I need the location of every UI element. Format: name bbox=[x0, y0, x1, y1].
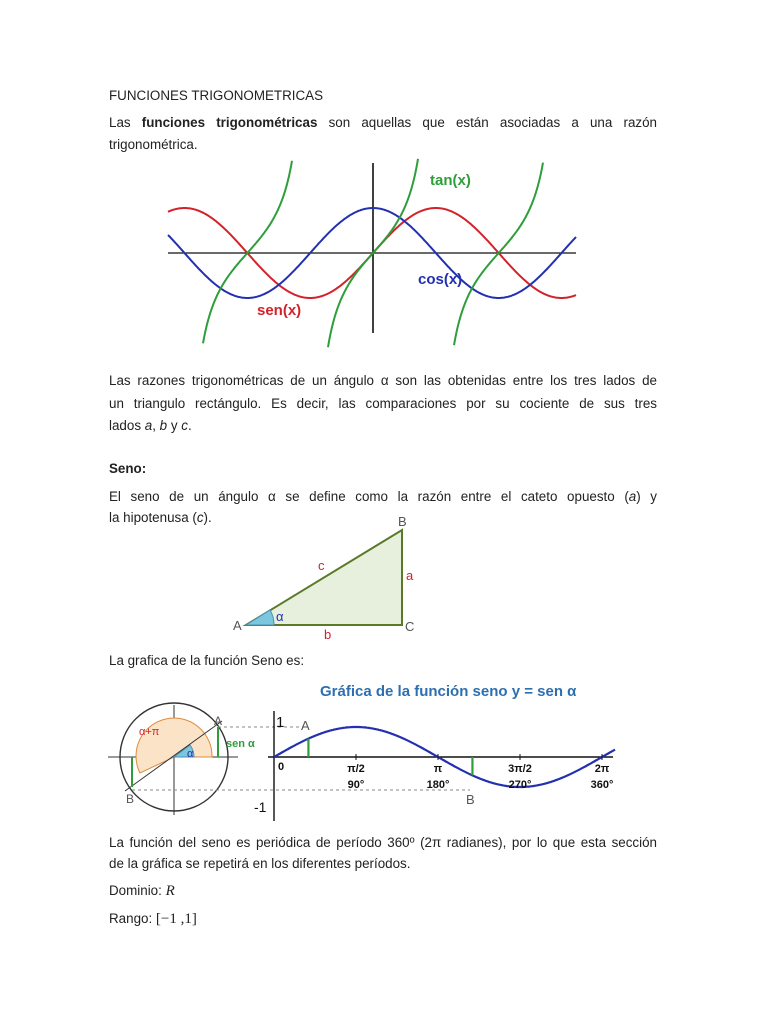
seno-line-2 bbox=[109, 507, 212, 529]
seno-line-1 bbox=[109, 486, 657, 508]
rango bbox=[109, 908, 197, 930]
sen-alpha-label: sen α bbox=[226, 738, 255, 750]
side-a: a bbox=[144, 418, 153, 433]
sine-point-B: B bbox=[466, 792, 475, 807]
angle-alpha-marker bbox=[246, 610, 274, 625]
alpha-plus-pi-label: α+π bbox=[139, 726, 160, 738]
trig-functions-graph bbox=[168, 163, 576, 335]
x-tick-deg-label: 90° bbox=[347, 779, 365, 791]
razones-line-2: un triangulo rectángulo. Es decir, las comparaciones por su cociente de sus tres bbox=[109, 396, 657, 411]
vertex-C: C bbox=[405, 619, 415, 634]
conj-y: y bbox=[170, 418, 178, 433]
side-label-b: b bbox=[324, 627, 332, 642]
intro-bold: funciones trigonométricas bbox=[141, 115, 318, 130]
vertex-B: B bbox=[398, 514, 407, 529]
x-tick-deg-label: 360° bbox=[590, 779, 614, 791]
circle-point-B: B bbox=[126, 792, 135, 806]
seno-hip-c: c bbox=[196, 510, 204, 525]
razones-line-1: Las razones trigonométricas de un ángulo α son las obtenidas entre los tres lados de bbox=[109, 373, 657, 388]
cos-label: cos(x) bbox=[418, 271, 463, 288]
intro-pre: Las bbox=[109, 115, 131, 130]
sen-label: sen(x) bbox=[257, 302, 302, 319]
seno-def-post: ) y bbox=[636, 489, 658, 504]
side-c: c bbox=[181, 418, 188, 433]
intro-line-2: trigonométrica. bbox=[109, 137, 198, 152]
periodica-line-1: La función del seno es periódica de período 360º (2π radianes), por lo que esta sección bbox=[109, 835, 657, 850]
x-tick-0: 0 bbox=[278, 761, 285, 773]
dominio-value: R bbox=[165, 883, 175, 899]
seno-hip-pre: la hipotenusa ( bbox=[109, 510, 197, 525]
sine-graph-title: Gráfica de la función seno y = sen α bbox=[320, 683, 577, 700]
x-tick-rad-label: 3π/2 bbox=[508, 763, 532, 775]
circle-alpha-label: α bbox=[187, 748, 194, 760]
intro-line-1 bbox=[109, 112, 657, 134]
tan-branch bbox=[454, 163, 543, 346]
razones-lados: lados bbox=[109, 418, 142, 433]
y-tick-minus-1: -1 bbox=[254, 799, 267, 815]
grafica-intro: La grafica de la función Seno es: bbox=[109, 653, 305, 668]
period: . bbox=[188, 418, 192, 433]
right-triangle-diagram bbox=[228, 514, 428, 642]
sine-graph bbox=[108, 705, 618, 830]
x-tick-rad-label: π bbox=[433, 763, 443, 775]
periodica-line-2: de la gráfica se repetirá en los diferentes períodos. bbox=[109, 856, 411, 871]
tan-label: tan(x) bbox=[430, 172, 471, 189]
x-tick-rad-label: π/2 bbox=[347, 763, 365, 775]
intro-post: son aquellas que están asociadas a una razón bbox=[328, 115, 657, 130]
razones-line-3 bbox=[109, 415, 192, 437]
rango-label: Rango: bbox=[109, 911, 153, 926]
vertex-A: A bbox=[233, 618, 242, 633]
sine-point-A: A bbox=[301, 718, 310, 733]
x-tick-rad-label: 2π bbox=[594, 763, 610, 775]
side-label-c: c bbox=[318, 558, 325, 573]
x-tick-deg-label: 270° bbox=[508, 779, 532, 791]
seno-def-a: a bbox=[628, 489, 637, 504]
seno-heading: Seno: bbox=[109, 461, 147, 476]
comma: , bbox=[152, 418, 156, 433]
dominio bbox=[109, 880, 175, 902]
y-tick-1: 1 bbox=[276, 714, 285, 731]
page-title: FUNCIONES TRIGONOMETRICAS bbox=[109, 88, 324, 103]
side-b: b bbox=[159, 418, 168, 433]
side-label-a: a bbox=[406, 568, 414, 583]
unit-circle bbox=[108, 703, 255, 815]
circle-point-A: A bbox=[214, 714, 223, 728]
x-tick-deg-label: 180° bbox=[426, 779, 450, 791]
rango-value: [−1 ,1] bbox=[155, 911, 197, 927]
angle-label-alpha: α bbox=[276, 609, 284, 624]
seno-def-pre: El seno de un ángulo α se define como la razón entre el cateto opuesto ( bbox=[109, 489, 629, 504]
dominio-label: Dominio: bbox=[109, 883, 162, 898]
seno-hip-post: ). bbox=[203, 510, 212, 525]
